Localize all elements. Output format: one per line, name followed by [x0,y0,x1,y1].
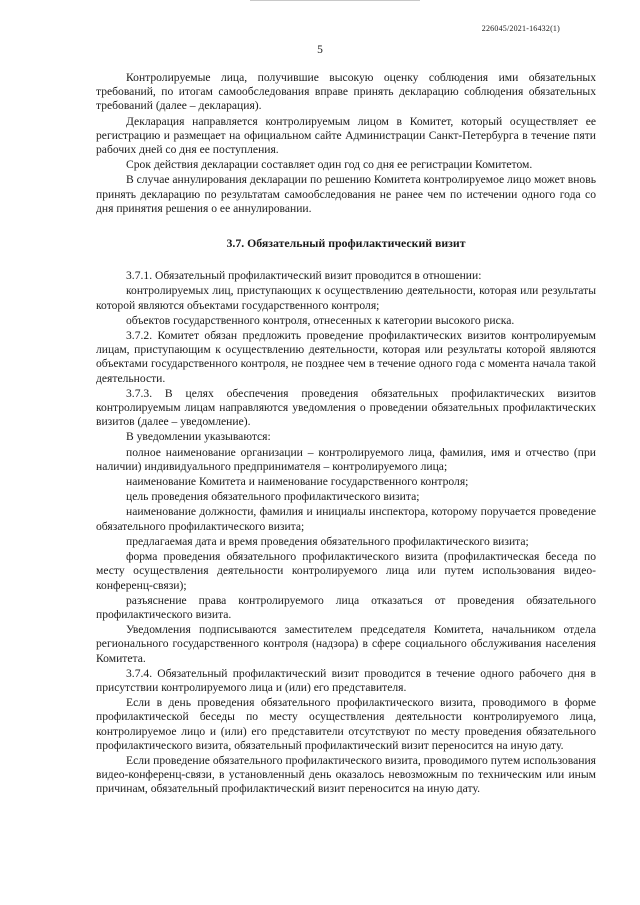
paragraph: Уведомления подписываются заместителем председателя Комитета, начальником отдела регионального государственного контроля (надзора) в сфере социального обслуживания населения Комитета. [96,623,596,665]
page-number: 5 [317,44,323,56]
paragraph: 3.7.1. Обязательный профилактический визит проводится в отношении: [126,269,482,283]
list-item: цель проведения обязательного профилактического визита; [126,490,420,504]
paragraph: контролируемых лиц, приступающих к осуществлению деятельности, которая или результаты которой являются объектами государственного контроля; [96,284,596,312]
paragraph: Если в день проведения обязательного профилактического визита, проводимого в форме профилактической беседы по месту осуществления деятельности контролируемого лица, контролируемое лицо и (или) его представители отсутствуют по месту проведения обязательного профилактического визита, обязательный профилактический визит переносится на иную дату. [96,696,596,752]
list-item: форма проведения обязательного профилактического визита (профилактическая беседа по месту осуществления деятельности контролируемого лица или путем использования видео-конференц-связи); [96,550,596,592]
paragraph: В случае аннулирования декларации по решению Комитета контролируемое лицо может вновь принять декларацию по результатам самообследования не ранее чем по истечении одного года со дня принятия решения о ее аннулировании. [96,173,596,215]
list-item: разъяснение права контролируемого лица отказаться от проведения обязательного профилактического визита. [96,593,596,621]
list-item: наименование должности, фамилия и инициалы инспектора, которому поручается проведение обязательного профилактического визита; [96,505,596,533]
document-body [96,71,596,797]
list-item: наименование Комитета и наименование государственного контроля; [126,475,469,489]
paragraph: В уведомлении указываются: [126,430,271,444]
paragraph: Если проведение обязательного профилактического визита, проводимого путем использования видео-конференц-связи, в установленный день оказалось невозможным по техническим или иным причинам, обязательный профилактический визит переносится на иную дату. [96,753,596,796]
paragraph: Контролируемые лица, получившие высокую оценку соблюдения ими обязательных требований, по итогам самообследования вправе принять декларацию соблюдения обязательных требований (далее – декларация). [96,71,596,113]
document-id: 226045/2021-16432(1) [481,24,560,33]
list-item: полное наименование организации – контролируемого лица, фамилия, имя и отчество (при наличии) индивидуального предпринимателя – контролируемого лица; [96,445,596,473]
paragraph: Срок действия декларации составляет один год со дня ее регистрации Комитетом. [126,158,533,172]
paragraph: 3.7.2. Комитет обязан предложить проведение профилактических визитов контролируемым лицам, приступающим к осуществлению деятельности, которая или результаты которой являются объектами государственного контроля, не позднее чем в течение одного года с момента начала такой деятельности. [96,329,596,385]
paragraph: объектов государственного контроля, отнесенных к категории высокого риска. [126,313,515,327]
paragraph: Декларация направляется контролируемым лицом в Комитет, который осуществляет ее регистрацию и размещает на официальном сайте Администрации Санкт-Петербурга в течение пяти рабочих дней со дня ее поступления. [96,114,596,157]
section-heading: 3.7. Обязательный профилактический визит [226,236,466,251]
scan-edge-line [250,0,420,1]
paragraph: 3.7.3. В целях обеспечения проведения обязательных профилактических визитов контролируемым лицам направляются уведомления о проведении обязательных профилактических визитов (далее – уведомление). [96,386,596,429]
list-item: предлагаемая дата и время проведения обязательного профилактического визита; [126,534,529,548]
paragraph: 3.7.4. Обязательный профилактический визит проводится в течение одного рабочего дня в присутствии контролируемого лица и (или) его представителя. [96,666,596,694]
